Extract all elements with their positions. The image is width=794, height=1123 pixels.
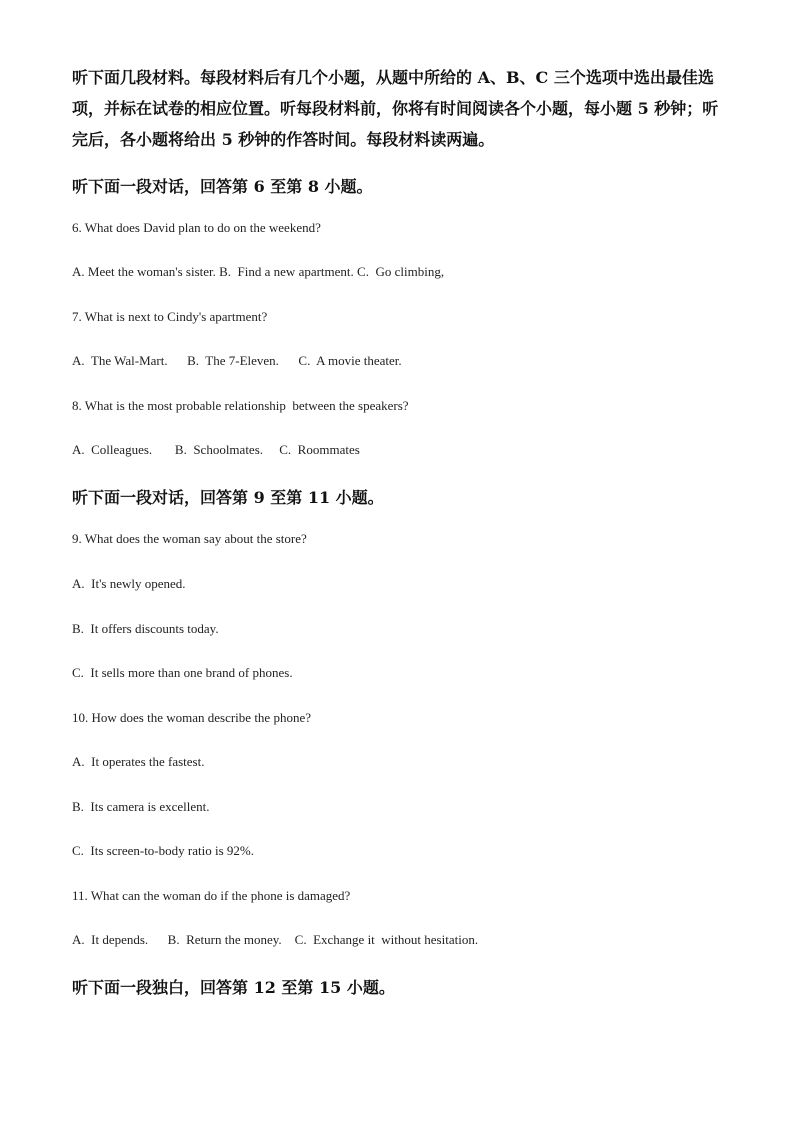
question-10-option-a: A. It operates the fastest. [72,754,205,769]
question-11: 11. What can the woman do if the phone is damaged? [72,888,351,903]
question-7: 7. What is next to Cindy's apartment? [72,309,268,324]
listening-instructions: 听下面几段材料。每段材料后有几个小题，从题中所给的 A、B、C 三个选项中选出最佳选项，并标在试卷的相应位置。听每段材料前，你将有时间阅读各个小题，每小题 5 秒钟；听完后，各小题将给出 5 秒钟的作答时间。每段材料读两遍。 [72,68,719,149]
question-6-options: A. Meet the woman's sister. B. Find a new apartment. C. Go climbing, [72,264,445,279]
question-6: 6. What does David plan to do on the weekend? [72,220,321,235]
question-10-option-b: B. Its camera is excellent. [72,799,210,814]
question-8-options: A. Colleagues. B. Schoolmates. C. Roommates [72,442,360,457]
question-11-options: A. It depends. B. Return the money. C. Exchange it without hesitation. [72,932,479,947]
question-10-option-c: C. Its screen-to-body ratio is 92%. [72,843,254,858]
question-9-option-c: C. It sells more than one brand of phones. [72,665,293,680]
question-10: 10. How does the woman describe the phone? [72,710,311,725]
question-8: 8. What is the most probable relationship between the speakers? [72,398,409,413]
question-9-option-a: A. It's newly opened. [72,576,186,591]
question-7-options: A. The Wal-Mart. B. The 7-Eleven. C. A movie theater. [72,353,402,368]
section-heading-q6-8: 听下面一段对话，回答第 6 至第 8 小题。 [72,177,373,196]
question-9-option-b: B. It offers discounts today. [72,621,219,636]
section-heading-q9-11: 听下面一段对话，回答第 9 至第 11 小题。 [72,488,384,507]
section-heading-q12-15: 听下面一段独白，回答第 12 至第 15 小题。 [72,978,395,997]
question-9: 9. What does the woman say about the store? [72,531,307,546]
